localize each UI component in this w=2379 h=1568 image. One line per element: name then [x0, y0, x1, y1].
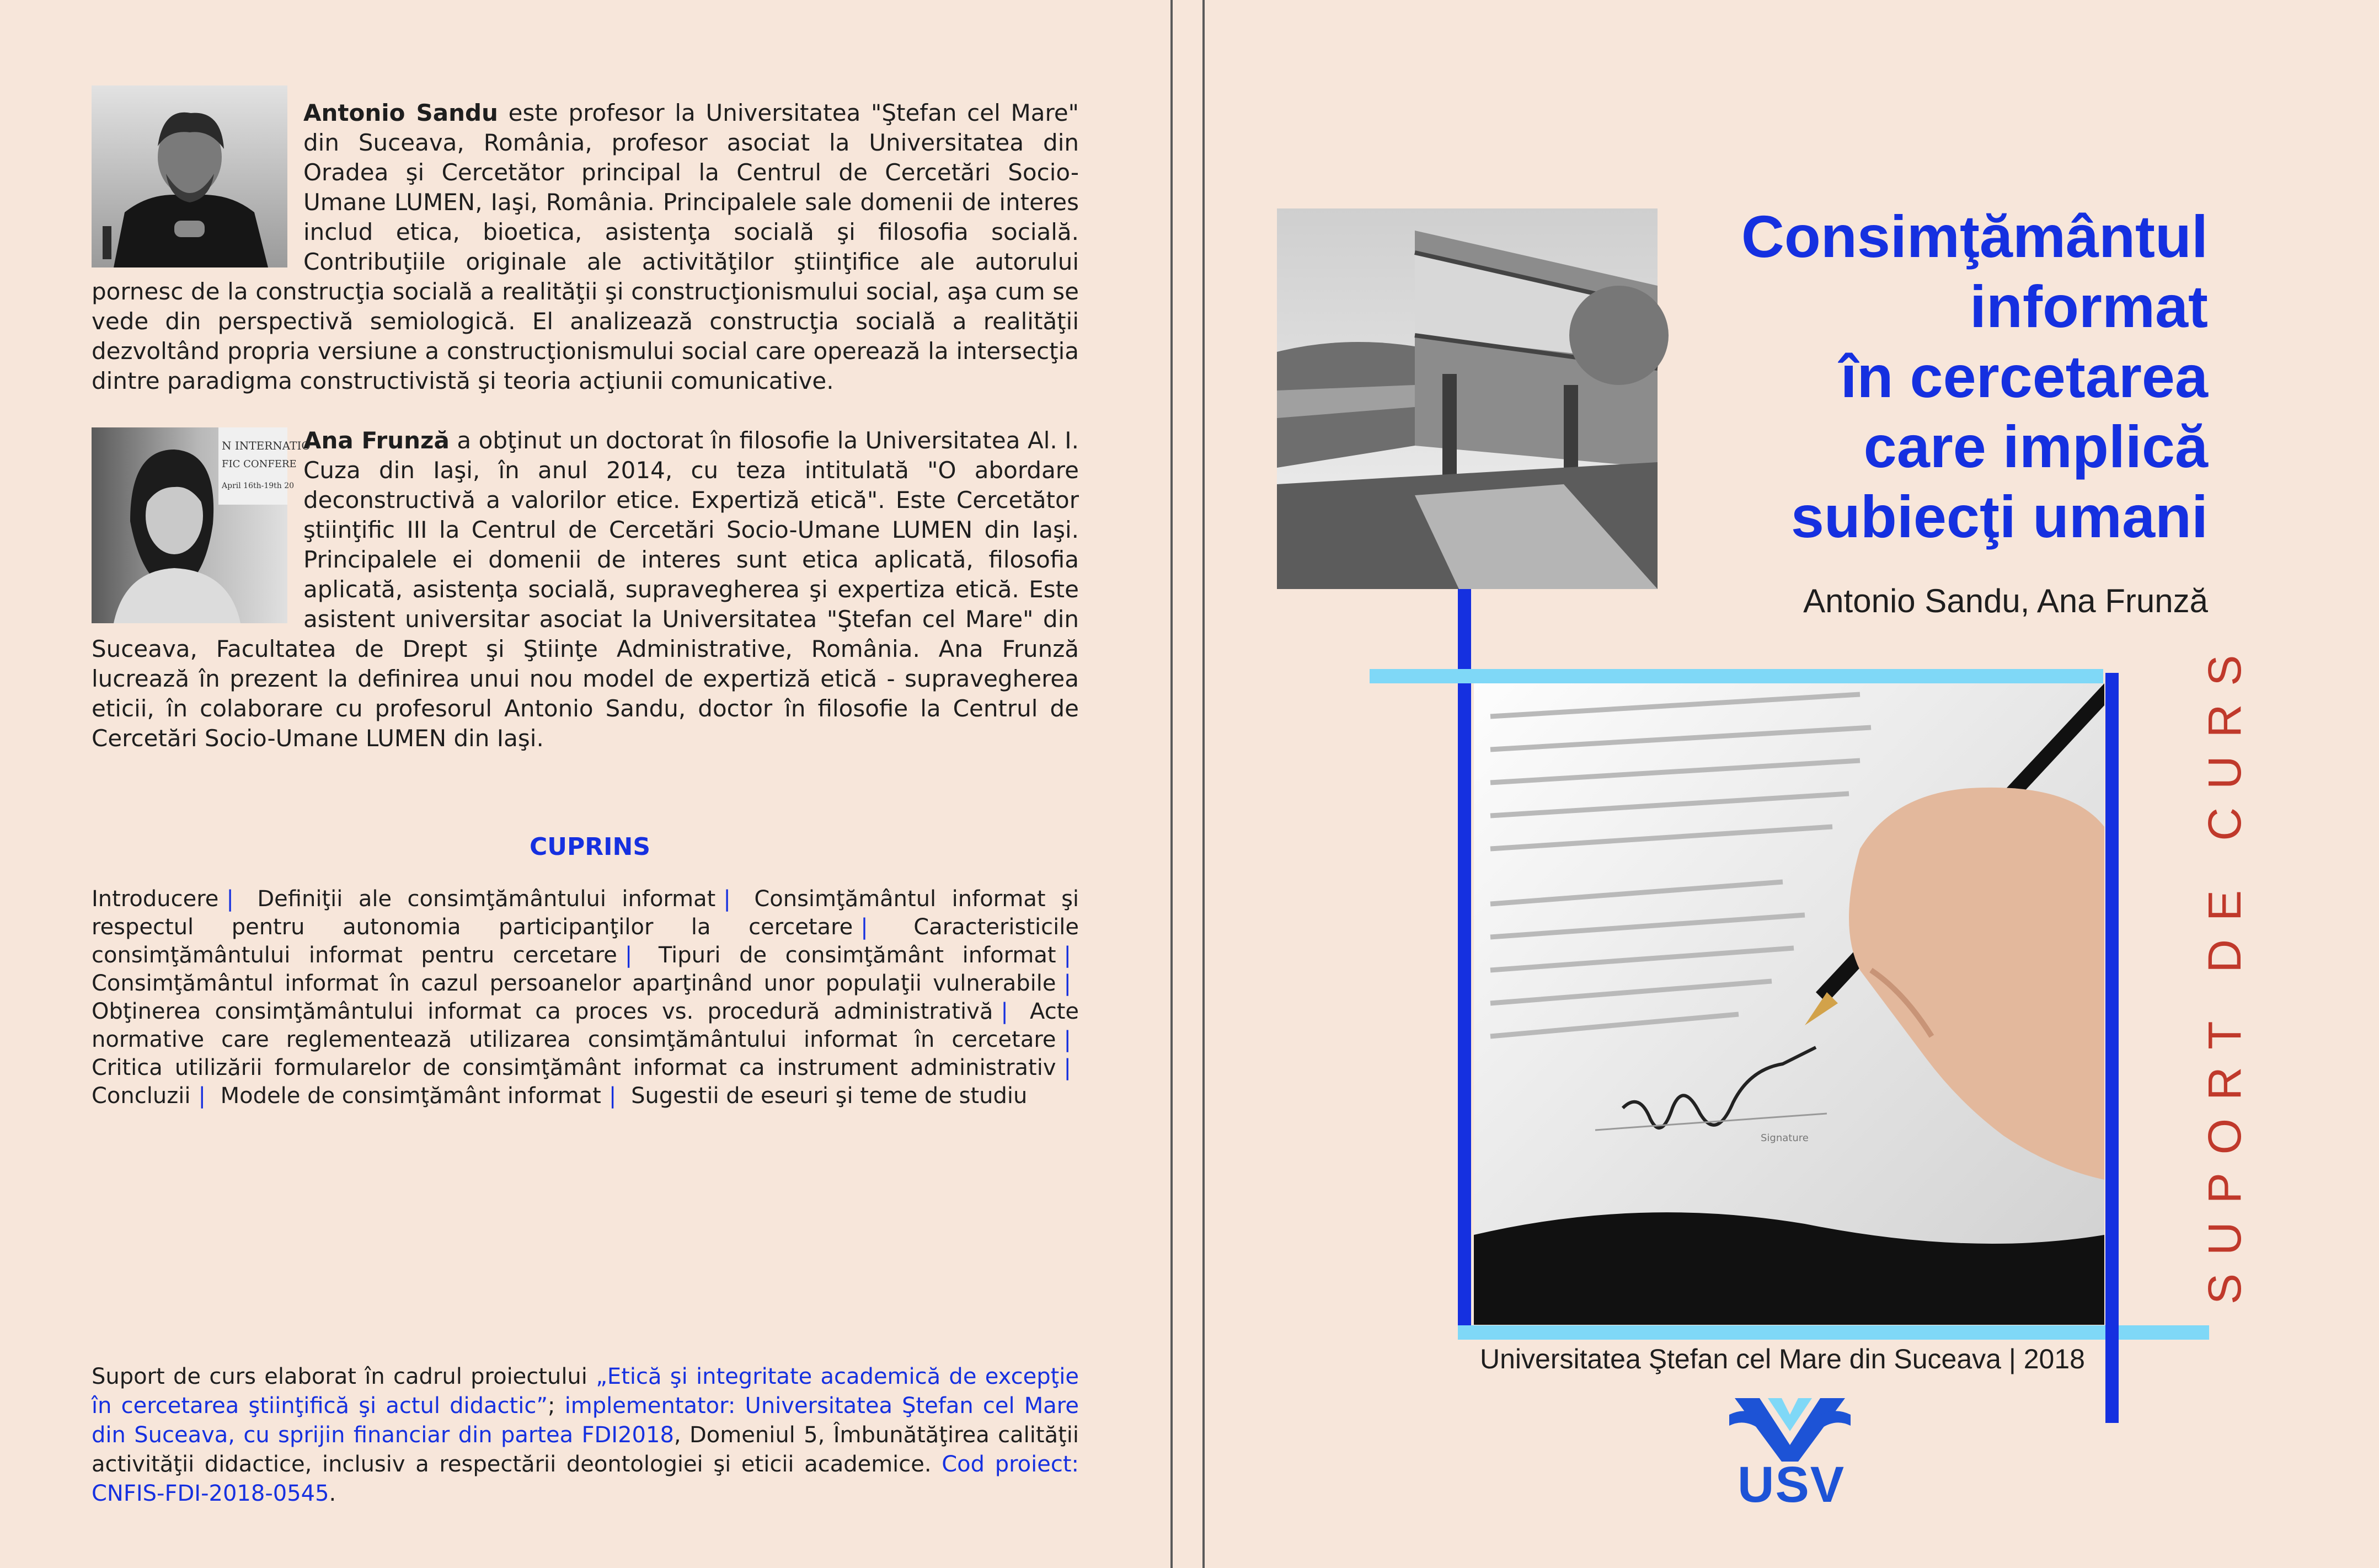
photo-sign-text-2: FIC CONFERE: [222, 458, 297, 470]
building-photo: [1277, 208, 1658, 589]
toc-separator: |: [624, 943, 633, 968]
toc-item: Obţinerea consimţământului informat ca proces vs. procedură administrativă: [92, 999, 993, 1024]
toc-separator: |: [1063, 1055, 1071, 1080]
signing-photo: [1474, 683, 2104, 1325]
toc-separator: |: [608, 1083, 617, 1109]
frame-light-bottom-horizontal: [1458, 1325, 2209, 1340]
toc-item: Tipuri de consimţământ informat: [658, 943, 1056, 968]
toc-item: Critica utilizării formularelor de consimţământ informat ca instrument administrativ: [92, 1055, 1056, 1080]
toc-item: Introducere: [92, 886, 219, 912]
footnote-text: Suport de curs elaborat în cadrul proiectului: [92, 1364, 596, 1389]
project-footnote: [92, 1362, 1079, 1508]
toc-separator: |: [226, 886, 234, 912]
university-line: Universitatea Ştefan cel Mare din Suceava | 2018: [1480, 1344, 2085, 1374]
course-support-label: SUPORT DE CURS: [2199, 636, 2250, 1304]
toc-separator: |: [723, 886, 731, 912]
footnote-text: ;: [548, 1393, 565, 1419]
bio-frunza-name: Ana Frunză: [303, 427, 450, 454]
photo-sign-text: N INTERNATIO: [222, 439, 311, 452]
title-line: Consimţământul: [1741, 203, 2208, 270]
toc-item: Caracteristicile consimţământului informat pentru cercetare: [92, 914, 1079, 968]
title-line: care implică: [1863, 413, 2208, 480]
bio-frunza-text: a obţinut un doctorat în filosofie la Universitatea Al. I. Cuza din Iaşi, în anul 2014, cu teza intitulată "O abordare deconstructivă a valorilor etice. Expertiză etică". Este Cercetător ştiinţific III la Centrul de Cercetări Socio-Umane LUMEN din Iaşi. Principalele ei domenii de interes sunt etica aplicată, filosofia aplicată, asistenţa socială, supravegherea şi expertiza etică. Este asistent universitar asociat la Universitatea "Ştefan cel Mare" din Suceava, Facultatea de Drept şi Ştiinţe Administrative, România. Ana Frunză lucrează în prezent la definirea unui nou model de expertiză etică - supravegherea eticii, în colaborare cu profesorul Antonio Sandu, doctor în filosofie la Centrul de Cercetări Socio-Umane LUMEN din Iaşi.: [92, 427, 1079, 752]
frame-blue-right-vertical: [2105, 673, 2119, 1423]
toc-separator: |: [198, 1083, 206, 1109]
title-line: în cercetarea: [1840, 343, 2208, 410]
photo-sign-text-3: April 16th-19th 20: [222, 481, 295, 490]
toc-item: Concluzii: [92, 1083, 191, 1109]
toc-separator: |: [1063, 1027, 1071, 1052]
frame-blue-left-vertical: [1458, 589, 1471, 1328]
book-title: [1601, 201, 2208, 552]
footnote-project-code: Cod proiect: CNFIS-FDI-2018-0545: [92, 1452, 1079, 1506]
toc-separator: |: [1063, 943, 1072, 968]
toc-item: Consimţământul informat şi respectul pentru autonomia participanţilor la cercetare: [92, 886, 1079, 940]
toc-item: Sugestii de eseuri şi teme de studiu: [631, 1083, 1028, 1109]
footnote-text: , Domeniul 5, Îmbunătăţirea calităţii activităţii didactice, inclusiv a respectării deontologiei şi eticii academice.: [92, 1422, 1079, 1477]
bio-sandu-name: Antonio Sandu: [303, 99, 498, 126]
book-authors: Antonio Sandu, Ana Frunză: [1803, 582, 2208, 619]
table-of-contents: [92, 885, 1079, 1110]
frame-light-top-horizontal: [1370, 669, 2103, 683]
footnote-implementer: implementator: Universitatea Ştefan cel Mare din Suceava, cu sprijin financiar din partea FDI2018: [92, 1393, 1079, 1448]
usv-logo: [1729, 1393, 1851, 1464]
toc-separator: |: [1063, 971, 1071, 996]
toc-item: Modele de consimţământ informat: [220, 1083, 601, 1109]
toc-item: Consimţământul informat în cazul persoanelor aparţinând unor populaţii vulnerabile: [92, 971, 1056, 996]
toc-item: Definiţii ale consimţământului informat: [257, 886, 716, 912]
title-line: subiecţi umani: [1790, 483, 2208, 550]
spine-line-left: [1170, 0, 1173, 1568]
spine-line-right: [1202, 0, 1205, 1568]
bio-ana-frunza: [92, 426, 1079, 753]
bio-antonio-sandu: [92, 98, 1079, 396]
usv-logo-text: USV: [1738, 1457, 1846, 1513]
bio-sandu-text: este profesor la Universitatea "Ştefan cel Mare" din Suceava, România, profesor asociat la Universitatea din Oradea şi Cercetător principal la Centrul de Cercetări Socio-Umane LUMEN, Iaşi, România. Principalele sale domenii de interes includ etica, bioetica, asistenţa socială şi filosofia socială. Contribuţiile originale ale activităţilor ştiinţifice ale autorului pornesc de la construcţia socială a realităţii şi construcţionismului social, aşa cum se vede din perspectivă semiologică. El analizează construcţia socială a realităţii dezvoltând propria versiune a construcţionismului social care operează la intersecţia dintre paradigma constructivistă şi teoria acţiunii comunicative.: [92, 99, 1079, 394]
title-line: informat: [1970, 273, 2208, 340]
signature-caption: Signature: [1761, 1132, 1809, 1144]
toc-item: Acte normative care reglementează utilizarea consimţământului informat în cercetare: [92, 999, 1079, 1052]
toc-separator: |: [1001, 999, 1008, 1024]
footnote-text: .: [329, 1481, 336, 1506]
toc-separator: |: [860, 914, 868, 940]
cuprins-title: CUPRINS: [530, 833, 651, 861]
footnote-project-name: „Etică şi integritate academică de excepţie în cercetarea ştiinţifică şi actul didactic”: [92, 1364, 1079, 1419]
